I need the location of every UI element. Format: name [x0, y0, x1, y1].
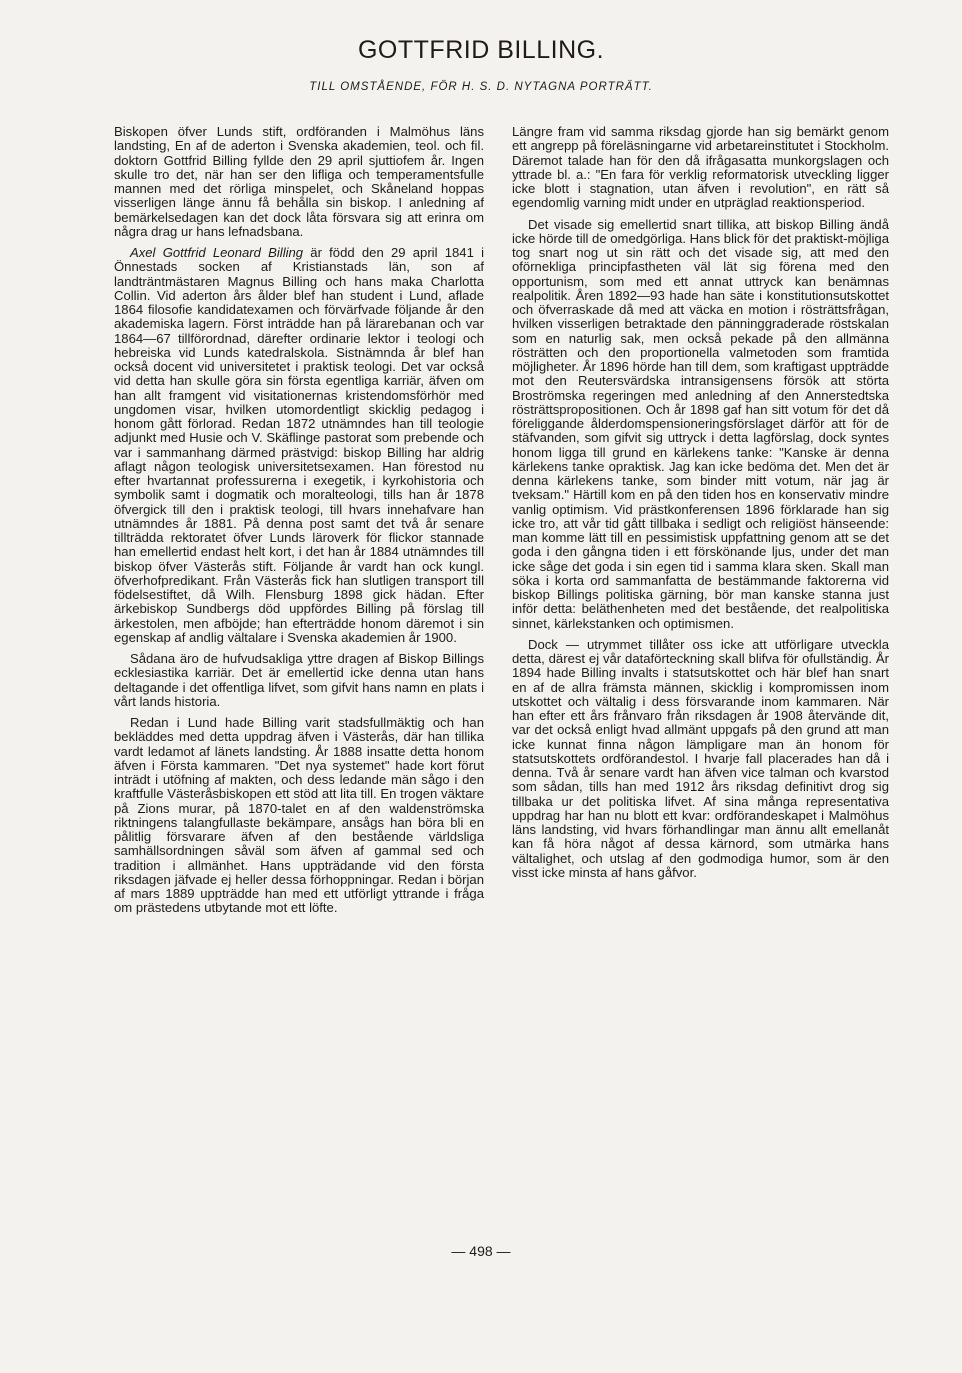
- paragraph: Redan i Lund hade Billing varit stadsfullmäktig och han bekläddes med detta uppdrag äfven i Västerås, där han tillika vardt ledamot af länets landsting. År 1888 insatte detta honom äfven i Första kammaren. "Det nya systemet" hade kort förut inträdt i utöfning af makten, och dess ledande män sågo i den kraftfulle Västeråsbiskopen ett stöd att lita till. En trogen väktare på Zions murar, på 1870-talet en af den waldenströmska riktningens talangfullaste bekämpare, ansågs han böra bli en pålitlig försvarare äfven af den bestående världsliga samhällsordningen såväl som äfven af gammal sed och tradition i allmänhet. Hans uppträdande vid den första riksdagen jäfvade ej heller dessa förhoppningar. Redan i början af mars 1889 uppträdde han med ett utförligt yttrande i fråga om prästedens utbytande mot ett löfte.: [114, 715, 484, 916]
- paragraph: Längre fram vid samma riksdag gjorde han sig bemärkt genom ett angrepp på föreläsningarne vid arbetareinstitutet i Stockholm. Däremot talade han för den då ifrågasatta munkorgslagen och yttrade bl. a.: "En fara för verklig reformatorisk utveckling ligger icke blott i stagnation, utan äfven i revolution", en rätt så egendomlig varning midt under en utpräglad reaktionsperiod.: [512, 124, 889, 211]
- paragraph: Dock — utrymmet tillåter oss icke att utförligare utveckla detta, därest ej vår dataförteckning skall blifva för ofullständig. År 1894 hade Billing invalts i statsutskottet och här blef han snart en af de allra främsta männen, skicklig i kompromissen inom utskottet och vältalig i dess försvarande inom kammaren. När han efter ett års frånvaro från riksdagen år 1908 återvände dit, var det också enligt hvad allmänt uppgafs på den grund att man icke kunnat finna någon lämpligare man än honom för statsutskottets ordförandestol. I hvarje fall placerades han då i denna. Två år senare vardt han äfven vice talman och kvarstod som sådan, tills han med 1912 års riksdag definitivt drog sig tillbaka ur det politiska lifvet. Af sina många representativa uppdrag har han nu blott ett kvar: ordförandeskapet i Malmöhus läns landsting, vid hvars förhandlingar man ännu allt emellanåt kan få höra något af dessa kärnord, som utmärka hans vältalighet, och utslag af den godmodiga humor, som är den visst icke minsta af hans gåfvor.: [512, 636, 889, 880]
- article-title: GOTTFRID BILLING.: [357, 36, 605, 64]
- page-number: — 498 —: [451, 1243, 511, 1259]
- left-column: [114, 125, 484, 923]
- paragraph: [114, 246, 484, 645]
- paragraph: Det visade sig emellertid snart tillika, att biskop Billing ändå icke hörde till de omedgörliga. Hans blick för det praktiskt-möjliga tog snart nog ut sin rätt och det visade sig, att med den oförnekliga principfastheten väl lät sig förena med den opportunism, som med ett annat uttryck kan benämnas realpolitik. Åren 1892—93 hade han säte i konstitutionsutskottet och öfverraskade då med att väcka en motion i rösträttsfrågan, hvilken visserligen betraktade den pänninggraderade röstskalan som en naturlig sak, men också pekade på den allmänna rösträtten och den proportionella valmetoden som framtida möjligheter. År 1896 hörde han till dem, som kraftigast uppträdde mot den Reutersvärdska intransigensens försök att störta Broströmska regeringen med anledning af den Annerstedtska rösträttspropositionen. Och år 1898 gaf han sitt votum för det då föreliggande ålderdomspensioneringsförslaget därför att för de stäfvanden, som gifvit sig uttryck i detta lagförslag, dock syntes honom ligga till grund en kärlekens tanke: "Kanske är denna kärlekens tanke opraktisk. Jag kan icke bedöma det. Men det är denna kärlekens tanke, som binder mitt votum, när jag är tveksam." Härtill kom en på den tiden hos en konservativ mindre vanlig optimism. Vid prästkonferensen 1896 förklarade han sig icke tro, att vår tid gått tillbaka i sedligt och religiöst hänseende: man komme lätt till en pessimistisk uppfattning genom att se det goda i den gångna tiden i ett förskönande ljus, under det man icke såge det goda i sin egen tid i samma klara sken. Skall man söka i korta ord sammanfatta de bestämmande faktorerna vid biskop Billings politiska gärning, bör man kanske stanna just inför detta: beläthenheten med det bestående, det realpolitiska sinnet, kärlekstanken och optimismen.: [512, 216, 889, 631]
- right-column: [512, 125, 889, 887]
- article-subtitle: TILL OMSTÅENDE, FÖR H. S. D. NYTAGNA PORTRÄTT.: [309, 81, 653, 93]
- paragraph: Sådana äro de hufvudsakliga yttre dragen af Biskop Billings ecklesiastika karriär. Det är emellertid icke denna utan hans deltagande i det offentliga lifvet, som gifvit hans namn en plats i vårt lands historia.: [114, 651, 484, 709]
- paragraph-text: är född den 29 april 1841 i Önnestads socken af Kristianstads län, son af landträntmästaren Magnus Billing och hans maka Charlotta Collin. Vid aderton års ålder blef han student i Lund, aflade 1864 filosofie kandidatexamen och förvärfvade följande år den akademiska lagern. Först inträdde han på lärarebanan och var 1864—67 tillförordnad, därefter ordinarie lektor i teologi och hebreiska vid Lunds katedralskola. Sistnämnda år blef han också docent vid universitetet i praktisk teologi. Det var också vid detta han skulle göra sin första egentliga karriär, äfven om han allt framgent vid visitationernas kristendomsförhör med ungdomen visar, hvilken utomordentligt skicklig pedagog i honom gått förlorad. Redan 1872 utnämndes han till teologie adjunkt med Husie och V. Skäflinge pastorat som prebende och var i sammanhang därmed prästvigd: biskop Billing har aldrig aflagt någon teologisk universitetsexamen. Han förestod nu efter hvartannat professurerna i exegetik, i kyrkohistoria och symbolik samt i dogmatik och moralteologi, tills han år 1878 öfvergick till den i praktisk teologi, till hvars innehafvare han utnämndes år 1881. På denna post samt det två år senare tillträdda rektoratet öfver Lunds läroverk för flickor stannade han emellertid endast helt kort, i det han år 1884 utnämndes till biskop öfver Västerås stift. Följande år vardt han ock kungl. öfverhofpredikant. Från Västerås fick han slutligen transport till födelsestiftet, då Wilh. Flensburg 1898 gick hädan. Efter ärkebiskop Sundbergs död uppfördes Billing på förslag till ärkestolen, men afböjde; han efterträdde honom däremot i sin egenskap af andlig vältalare i Svenska akademien år 1900.: [114, 245, 484, 645]
- subject-name: Axel Gottfrid Leonard Billing: [130, 245, 304, 260]
- paragraph: Biskopen öfver Lunds stift, ordföranden i Malmöhus läns landsting, En af de aderton i Svenska akademien, teol. och fil. doktorn Gottfrid Billing fyllde den 29 april sjuttiofem år. Ingen skulle tro det, när han ser den lifliga och temperamentsfulle mannen med det rörliga minspelet, och Skåneland hoppas visserligen länge ännu få behålla sin biskop. I anledning af bemärkelsedagen kan det dock låta försvara sig att erinra om några drag ur hans lefnadsbana.: [114, 124, 484, 239]
